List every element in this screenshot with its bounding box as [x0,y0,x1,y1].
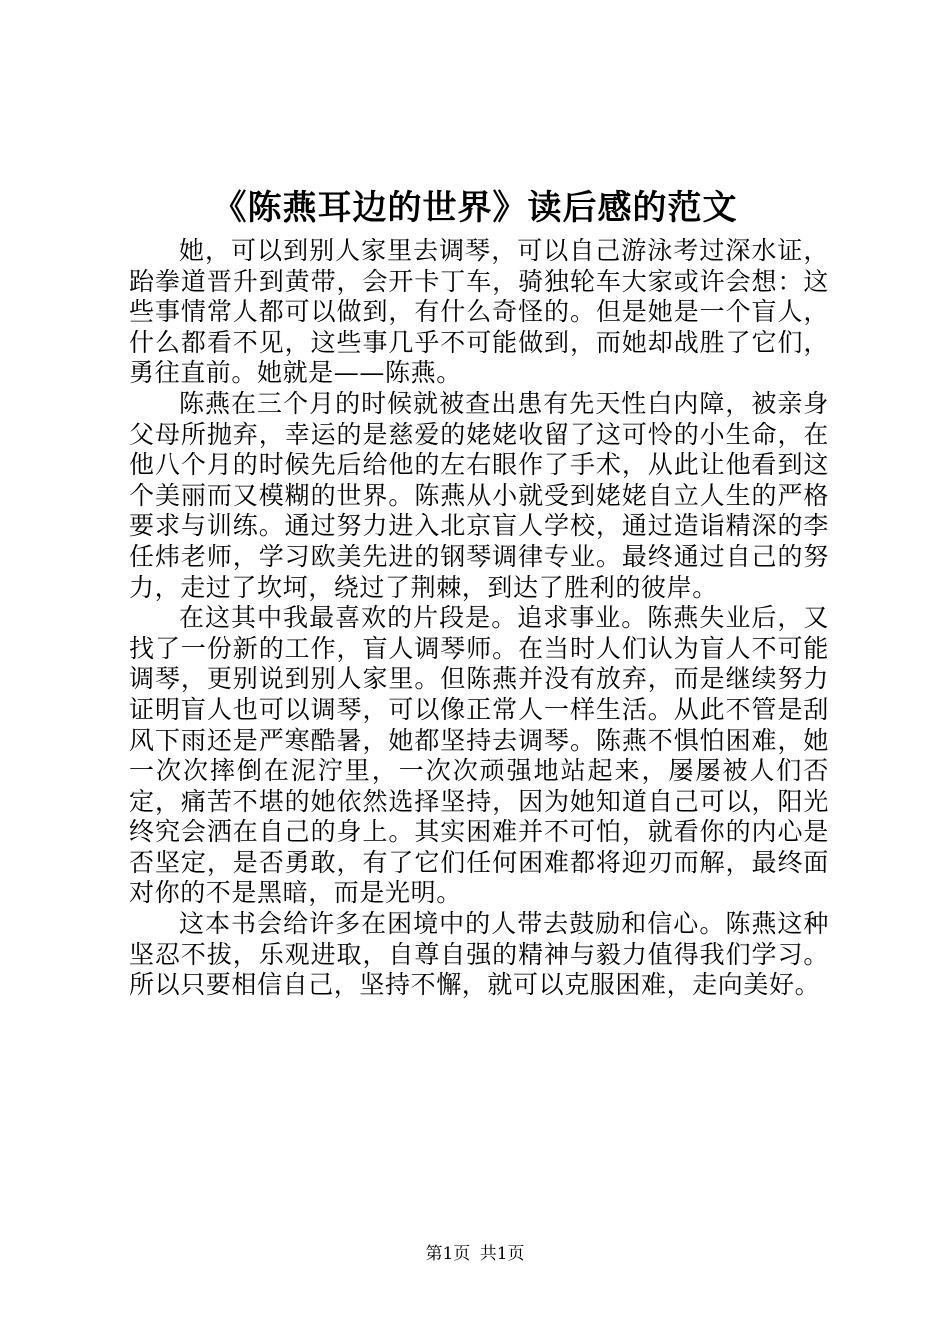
paragraph-3: 在这其中我最喜欢的片段是。追求事业。陈燕失业后，又找了一份新的工作，盲人调琴师。在当时人们认为盲人不可能调琴，更别说到别人家里。但陈燕并没有放弃，而是继续努力证明盲人也可以调琴，可以像正常人一样生活。从此不管是刮风下雨还是严寒酷暑，她都坚持去调琴。陈燕不惧怕困难，她一次次摔倒在泥泞里，一次次顽强地站起来，屡屡被人们否定，痛苦不堪的她依然选择坚持，因为她知道自己可以，阳光终究会洒在自己的身上。其实困难并不可怕，就看你的内心是否坚定，是否勇敢，有了它们任何困难都将迎刃而解，最终面对你的不是黑暗，而是光明。 [129,603,829,908]
document-title: 《陈燕耳边的世界》读后感的范文 [212,188,738,228]
paragraph-1: 她，可以到别人家里去调琴，可以自己游泳考过深水证，跆拳道晋升到黄带，会开卡丁车，骑独轮车大家或许会想：这些事情常人都可以做到，有什么奇怪的。但是她是一个盲人，什么都看不见，这些事几乎不可能做到，而她却战胜了它们，勇往直前。她就是——陈燕。 [129,236,829,388]
document-body [129,236,829,1001]
page-footer [0,1243,950,1265]
page-number-current: 第1页 [425,1244,471,1264]
page-number-total: 共1页 [479,1244,525,1264]
paragraph-4: 这本书会给许多在困境中的人带去鼓励和信心。陈燕这种坚忍不拔，乐观进取，自尊自强的精神与毅力值得我们学习。所以只要相信自己，坚持不懈，就可以克服困难，走向美好。 [129,909,829,1000]
paragraph-2: 陈燕在三个月的时候就被查出患有先天性白内障，被亲身父母所抛弃，幸运的是慈爱的姥姥收留了这可怜的小生命，在他八个月的时候先后给他的左右眼作了手术，从此让他看到这个美丽而又模糊的世界。陈燕从小就受到姥姥自立人生的严格要求与训练。通过努力进入北京盲人学校，通过造诣精深的李任炜老师，学习欧美先进的钢琴调律专业。最终通过自己的努力，走过了坎坷，绕过了荆棘，到达了胜利的彼岸。 [129,388,829,602]
